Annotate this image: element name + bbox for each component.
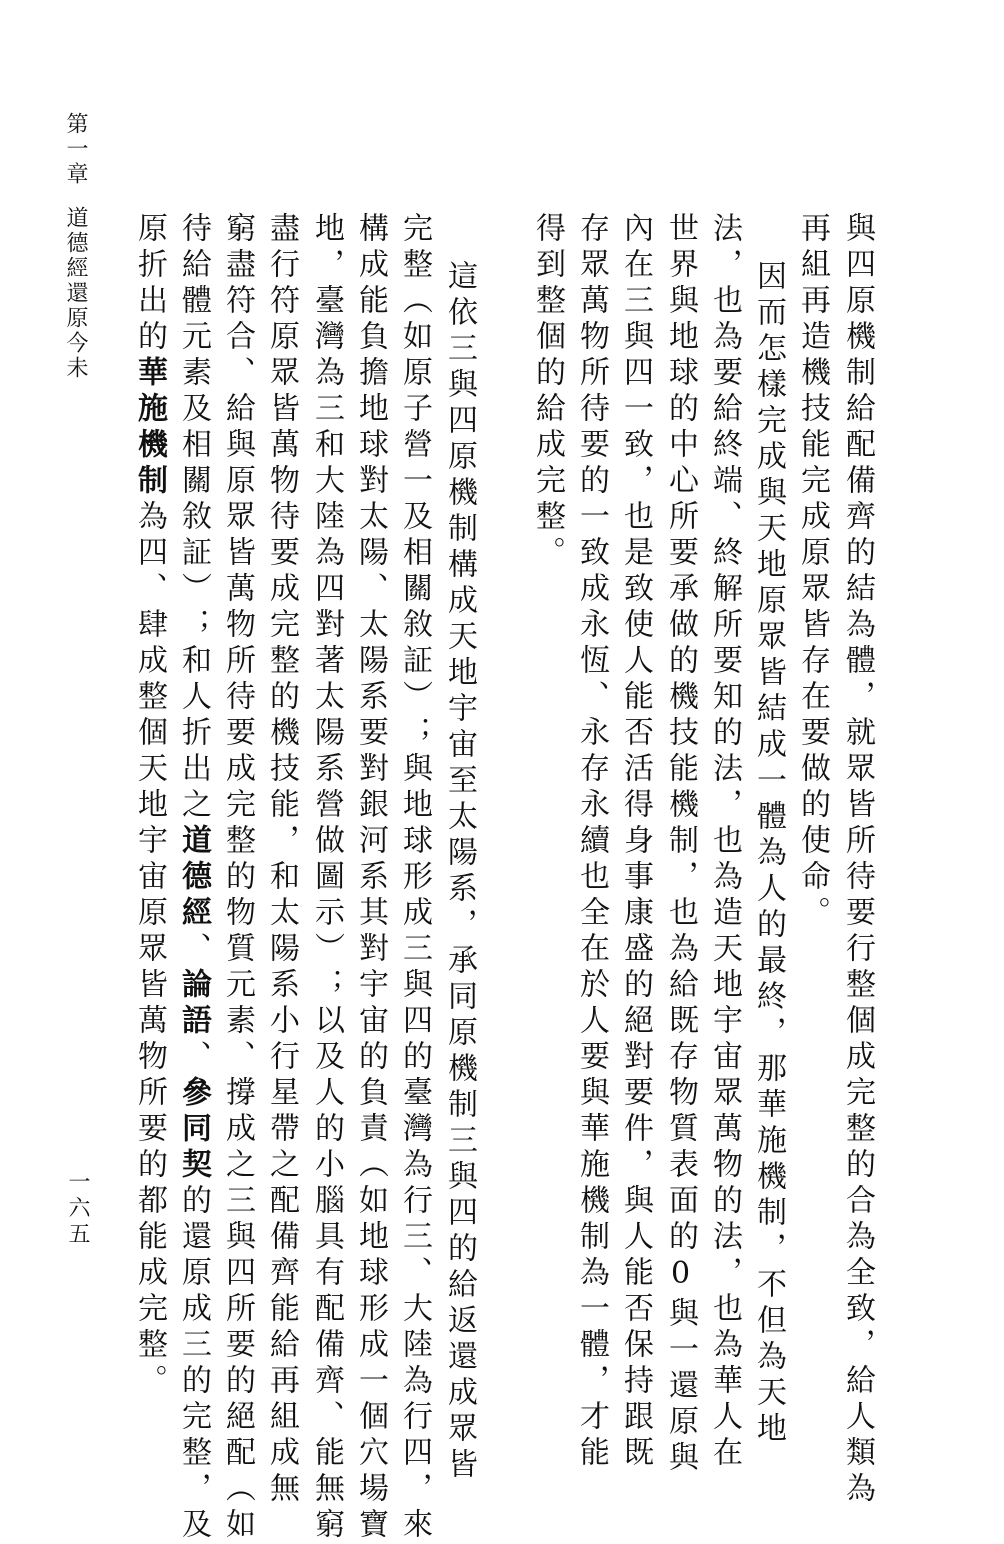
text-column bbox=[220, 212, 255, 1544]
text-column bbox=[397, 212, 432, 1544]
text-run: 得到整個的給成完整。 bbox=[530, 212, 565, 572]
bold-term: 論語 bbox=[176, 968, 211, 1040]
text-column bbox=[530, 212, 565, 572]
text-column bbox=[663, 212, 698, 1477]
text-column bbox=[795, 212, 830, 932]
text-run: 待給體元素及相關敘証︶；和人折出之 bbox=[176, 212, 211, 824]
bold-term: 華施機制 bbox=[132, 356, 167, 500]
page-number: 一六五 bbox=[65, 1170, 90, 1248]
text-run: 存眾萬物所待要的一致成永恆、永存永續也全在於人要與華施機制為一體，才能 bbox=[574, 212, 609, 1472]
text-column bbox=[840, 212, 875, 1508]
text-column bbox=[353, 212, 388, 1544]
text-run: 、 bbox=[176, 932, 211, 968]
text-column bbox=[442, 260, 477, 1484]
text-run: 地，臺灣為三和大陸為四對著太陽系營做圖示︶；以及人的小腦具有配備齊、能無窮 bbox=[309, 212, 344, 1544]
text-run: 為四、肆成整個天地宇宙原眾皆萬物所要的都能成完整。 bbox=[132, 500, 167, 1400]
text-column bbox=[751, 260, 786, 1448]
text-column bbox=[574, 212, 609, 1472]
text-run: 再組再造機技能完成原眾皆存在要做的使命。 bbox=[795, 212, 830, 932]
text-run: 完整︵如原子營一及相關敘証︶；與地球形成三與四的臺灣為行三、大陸為行四，來 bbox=[397, 212, 432, 1544]
text-run: 構成能負擔地球對太陽、太陽系要對銀河系其對宇宙的負責︵如地球形成一個穴場寶 bbox=[353, 212, 388, 1544]
text-run: 原折出的 bbox=[132, 212, 167, 356]
text-run: 這依三與四原機制構成天地宇宙至太陽系，承同原機制三與四的給返還成眾皆 bbox=[442, 260, 477, 1484]
text-column bbox=[132, 212, 167, 1400]
text-run: 內在三與四一致，也是致使人能否活得身事康盛的絕對要件，與人能否保持跟既 bbox=[618, 212, 653, 1472]
text-run: 盡行符原眾皆萬物待要成完整的機技能，和太陽系小行星帶之配備齊能給再組成無 bbox=[264, 212, 299, 1508]
text-column bbox=[264, 212, 299, 1508]
text-run: 的還原成三的完整，及 bbox=[176, 1184, 211, 1544]
text-column bbox=[309, 212, 344, 1544]
text-run: 因而怎樣完成與天地原眾皆結成一體為人的最終，那華施機制，不但為天地 bbox=[751, 260, 786, 1448]
text-run: 窮盡符合、給與原眾皆萬物所待要成完整的物質元素、撐成之三與四所要的絕配︵如 bbox=[220, 212, 255, 1544]
text-run: 世界與地球的中心所要承做的機技能機制，也為給既存物質表面的0與一還原與 bbox=[663, 212, 698, 1477]
text-run: 與四原機制給配備齊的結為體，就眾皆所待要行整個成完整的合為全致，給人類為 bbox=[840, 212, 875, 1508]
text-column bbox=[176, 212, 211, 1544]
bold-term: 參同契 bbox=[176, 1076, 211, 1184]
chapter-label: 第一章 bbox=[63, 112, 88, 187]
text-run: 、 bbox=[176, 1040, 211, 1076]
text-column bbox=[707, 212, 742, 1472]
book-title: 道德經還原今未 bbox=[63, 206, 88, 381]
text-run: 法，也為要給終端、終解所要知的法，也為造天地宇宙眾萬物的法，也為華人在 bbox=[707, 212, 742, 1472]
bold-term: 道德經 bbox=[176, 824, 211, 932]
text-column bbox=[618, 212, 653, 1472]
